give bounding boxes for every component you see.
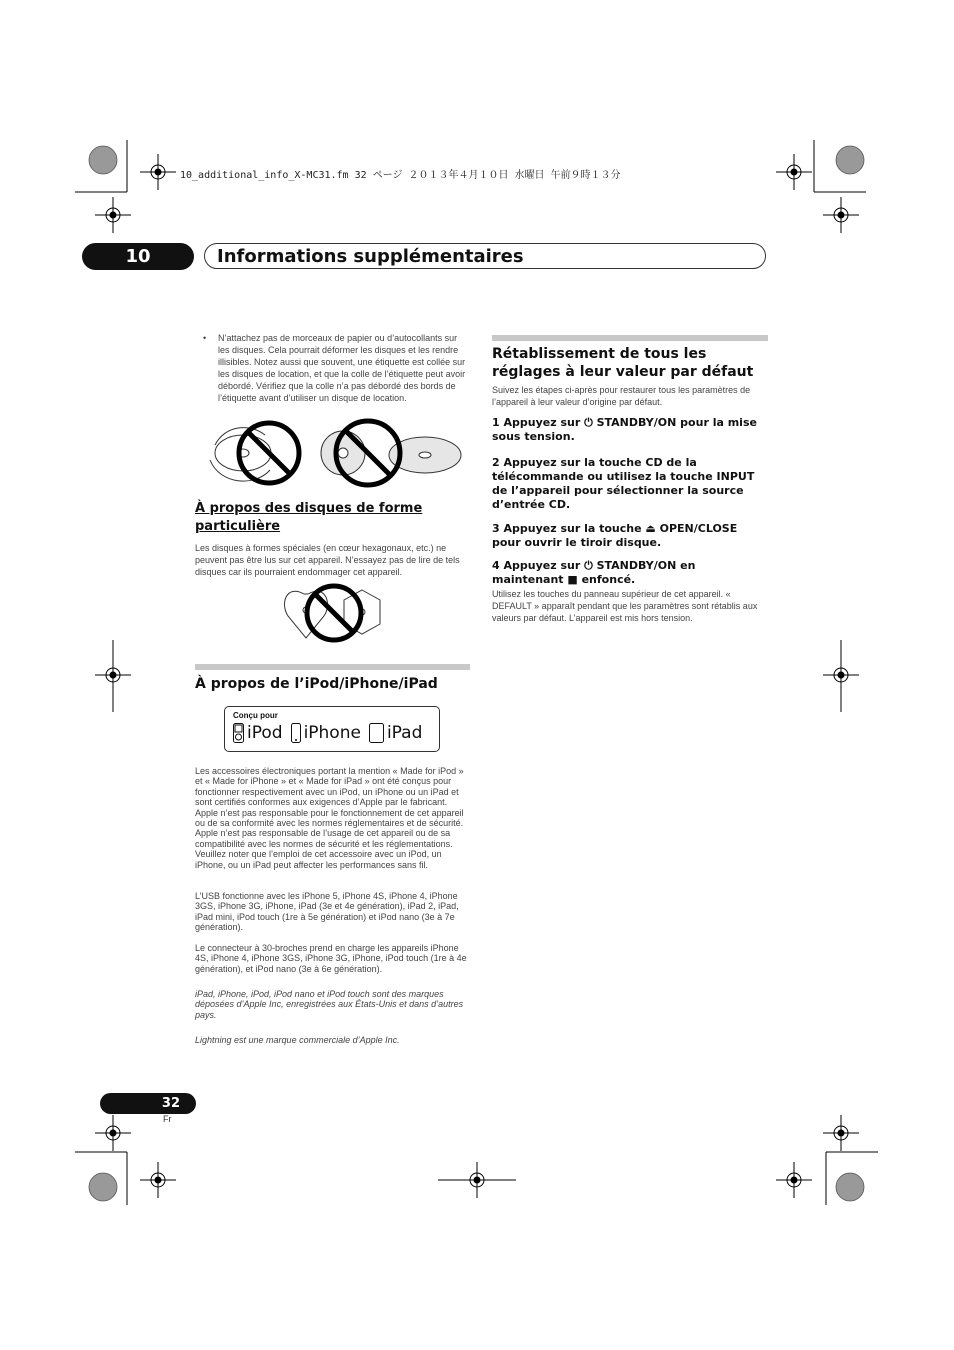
made-for-badge [224, 706, 440, 752]
ipod-heading: À propos de l’iPod/iPhone/iPad [195, 676, 438, 692]
step-4-note: Utilisez les touches du panneau supérieur de cet appareil. « DEFAULT » apparaît pendant que les paramètres sont rétablis aux valeurs par défaut. L’appareil est mis hors tension. [492, 589, 758, 623]
chapter-title: Informations supplémentaires [204, 243, 766, 269]
badge-ipad: iPad [386, 723, 423, 743]
ipad-icon [369, 723, 384, 743]
ipod-paragraph-3: Le connecteur à 30-broches prend en charge les appareils iPhone 4S, iPhone 4, iPhone 3GS, iPhone 3G, iPhone, iPod touch (1re à 4e génération), et iPod nano (3e à 6e génération). [195, 943, 467, 974]
step-2: 2 Appuyez sur la touche CD de la télécommande ou utilisez la touche INPUT de l’appareil pour sélectionner la source d’entrée CD. [492, 456, 755, 511]
reset-heading: Rétablissement de tous les réglages à leur valeur par défaut [492, 346, 754, 380]
bullet-text: N’attachez pas de morceaux de papier ou d’autocollants sur les disques. Cela pourrait déformer les disques et les rendre illisibles. Notez aussi que souvent, une étiquette est collée sur les disques de location, et que la colle de l’étiquette peut avoir débordé. Vérifiez que la colle n’a pas débordé des bords de l’étiquette avant d’utiliser un disque de location. [218, 333, 466, 403]
badge-ipod: iPod [247, 723, 283, 743]
bullet-marker: • [203, 333, 207, 343]
page-number: 32 [100, 1093, 196, 1114]
shaped-discs-heading: À propos des disques de forme particulière [195, 501, 423, 534]
print-header: 10_additional_info_X-MC31.fm 32 ページ ２０１３年４月１０日 水曜日 午前９時１３分 [180, 170, 621, 181]
language-code: Fr [163, 1114, 172, 1124]
shaped-discs-text: Les disques à formes spéciales (en cœur hexagonaux, etc.) ne peuvent pas être lus sur cet appareil. N’essayez pas de lire de tels disques car ils pourraient endommager cet appareil. [195, 543, 460, 577]
section-divider [195, 664, 470, 670]
shaped-discs-illustration [278, 582, 388, 644]
ipod-paragraph-1: Les accessoires électroniques portant la mention « Made for iPod » et « Made for iPhone » et « Made for iPad » ont été conçus pour fonctionner respectivement avec un iPod, un iPhone ou un iPad et sont certifiés conformes aux exigences d’Apple par le fabricant. Apple n’est pas responsable pour le fonctionnement de cet appareil ou de sa conformité avec les normes réglementaires et de sécurité. Apple n’est pas responsable de l’usage de cet appareil ou de sa compatibilité avec les normes de sécurité et les réglementations. Veuillez noter que l’emploi de cet accessoire avec un iPod, un iPhone, ou un iPad peut affecter les performances sans fil. [195, 766, 464, 870]
ipod-icon [233, 723, 244, 743]
badge-caption: Conçu pour [233, 711, 278, 720]
section-divider-right [492, 335, 768, 341]
chapter-number: 10 [82, 243, 194, 270]
lightning-note: Lightning est une marque commerciale d’Apple Inc. [195, 1035, 400, 1045]
iphone-icon [291, 723, 301, 743]
step-3: 3 Appuyez sur la touche ⏏ OPEN/CLOSE pour ouvrir le tiroir disque. [492, 522, 738, 549]
step-4: 4 Appuyez sur ⏻ STANDBY/ON en maintenant ■ enfoncé. [492, 559, 696, 586]
ipod-paragraph-2: L’USB fonctionne avec les iPhone 5, iPhone 4S, iPhone 4, iPhone 3GS, iPhone 3G, iPhone, iPad (3e et 4e génération), iPad 2, iPad, iPad mini, iPod touch (1re à 5e génération) et iPod nano (3e à 7e génération). [195, 891, 459, 933]
no-sticker-illustration [205, 415, 470, 495]
reset-intro: Suivez les étapes ci-après pour restaurer tous les paramètres de l’appareil à leur valeur d’origine par défaut. [492, 385, 751, 407]
step-1: 1 Appuyez sur ⏻ STANDBY/ON pour la mise sous tension. [492, 416, 757, 443]
badge-iphone: iPhone [303, 723, 361, 743]
trademark-note: iPad, iPhone, iPod, iPod nano et iPod touch sont des marques déposées d’Apple Inc, enregistrées aux États-Unis et dans d’autres pays. [195, 989, 464, 1020]
